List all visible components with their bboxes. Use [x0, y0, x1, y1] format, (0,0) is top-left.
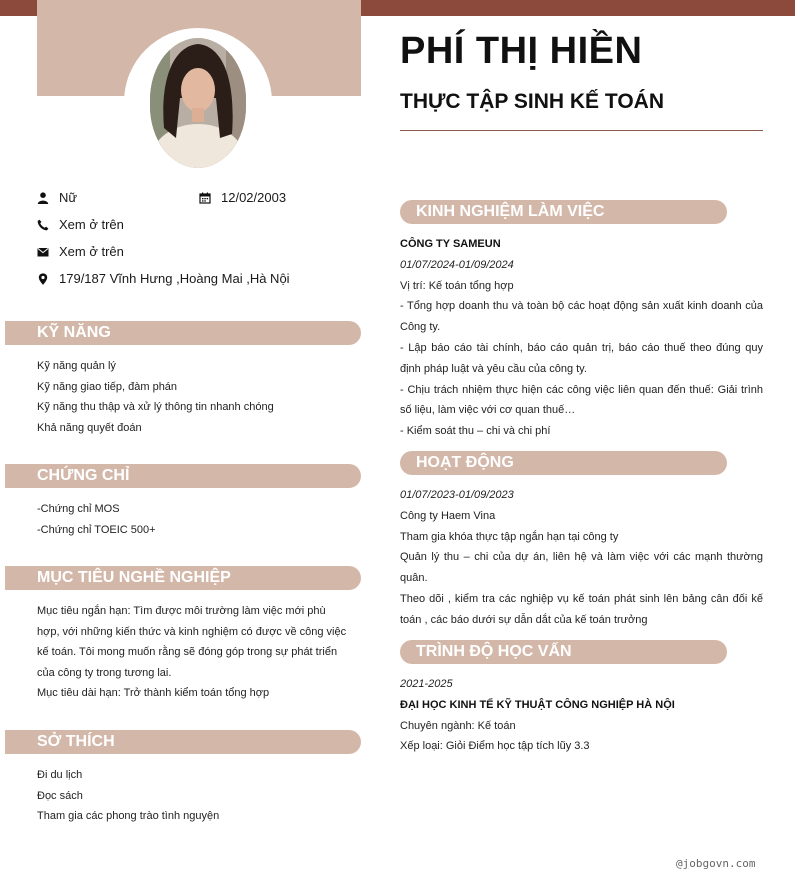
- position: Vị trí: Kế toán tổng hợp: [400, 279, 514, 292]
- skill-item: Khả năng quyết đoán: [37, 421, 142, 434]
- certificates-list: [37, 499, 351, 540]
- major: Chuyên ngành: Kế toán: [400, 719, 516, 732]
- experience-heading: KINH NGHIỆM LÀM VIỆC: [400, 200, 727, 224]
- activity-line: Theo dõi , kiểm tra các nghiệp vụ kế toán phát sinh lên bảng cân đối kế toán , các báo dưới sự dẫn dắt của kế toán trưởng: [400, 592, 763, 626]
- candidate-name: PHÍ THỊ HIỀN: [400, 30, 643, 72]
- email-row: [37, 244, 124, 259]
- location-icon: [37, 273, 49, 285]
- company-name: CÔNG TY SAMEUN: [400, 238, 501, 250]
- long-term-objective: Mục tiêu dài hạn: Trở thành kiểm toán tổng hợp: [37, 687, 270, 700]
- email-icon: [37, 246, 49, 258]
- address-value: 179/187 Vĩnh Hưng ,Hoàng Mai ,Hà Nội: [59, 271, 290, 286]
- skill-item: Kỹ năng thu thập và xử lý thông tin nhanh chóng: [37, 401, 274, 414]
- skills-list: [37, 356, 351, 438]
- activity-line: Tham gia khóa thực tập ngắn hạn tại công ty: [400, 530, 619, 543]
- duty-item: - Tổng hợp doanh thu và toàn bộ các hoạt động sản xuất kinh doanh của Công ty.: [400, 300, 763, 334]
- birthdate-row: [199, 190, 286, 205]
- phone-row: [37, 217, 124, 232]
- duty-item: - Chịu trách nhiệm thực hiện các công việc liên quan đến thuế: Giải trình số liệu, làm việc với cơ quan thuế…: [400, 383, 763, 417]
- experience-period: 01/07/2024-01/09/2024: [400, 258, 514, 271]
- skill-item: Kỹ năng quản lý: [37, 360, 116, 372]
- certificates-heading: CHỨNG CHỈ: [5, 464, 361, 488]
- objective-heading: MỤC TIÊU NGHỀ NGHIỆP: [5, 566, 361, 590]
- title-divider: [400, 130, 763, 131]
- hobby-item: Tham gia các phong trào tình nguyện: [37, 810, 220, 823]
- birthdate-value: 12/02/2003: [221, 190, 287, 205]
- objective-text: [37, 601, 351, 704]
- education-heading: TRÌNH ĐỘ HỌC VẤN: [400, 640, 727, 664]
- hobby-item: Đọc sách: [37, 789, 83, 802]
- job-title: THỰC TẬP SINH KẾ TOÁN: [400, 90, 664, 113]
- education-entry: [400, 674, 763, 757]
- activities-heading: HOẠT ĐỘNG: [400, 451, 727, 475]
- certificate-item: -Chứng chỉ TOEIC 500+: [37, 523, 156, 536]
- experience-entry: [400, 234, 763, 442]
- hobbies-heading: SỞ THÍCH: [5, 730, 361, 754]
- activity-line: Quản lý thu – chi của dự án, liên hệ và làm việc với các mạnh thường quân.: [400, 551, 763, 585]
- education-period: 2021-2025: [400, 678, 453, 690]
- duty-item: - Lập báo cáo tài chính, báo cáo quản trị, báo cáo thuế theo đúng quy định pháp luật và yêu cầu của công ty.: [400, 341, 763, 375]
- phone-icon: [37, 219, 49, 231]
- activity-organization: Công ty Haem Vina: [400, 509, 496, 522]
- grade: Xếp loại: Giỏi Điểm học tập tích lũy 3.3: [400, 740, 590, 753]
- gender-value: Nữ: [59, 190, 78, 205]
- duty-item: - Kiểm soát thu – chi và chi phí: [400, 425, 551, 438]
- skill-item: Kỹ năng giao tiếp, đàm phán: [37, 380, 178, 393]
- activities-entry: [400, 485, 763, 631]
- calendar-icon: [199, 192, 211, 204]
- profile-photo: [150, 38, 246, 168]
- user-icon: [37, 192, 49, 204]
- certificate-item: -Chứng chỉ MOS: [37, 503, 120, 515]
- phone-value: Xem ở trên: [59, 217, 124, 232]
- short-term-objective: Mục tiêu ngắn hạn: Tìm được môi trường làm việc mới phù hợp, với những kiến thức và kinh nghiệm có được về công việc kế toán. Tôi mong muốn rằng sẽ đóng góp trong sự phát triển của công ty trong tương lai.: [37, 605, 347, 679]
- hobby-item: Đi du lịch: [37, 769, 83, 781]
- skills-heading: KỸ NĂNG: [5, 321, 361, 345]
- gender-row: [37, 190, 77, 205]
- email-value: Xem ở trên: [59, 244, 124, 259]
- hobbies-list: [37, 765, 351, 827]
- activity-period: 01/07/2023-01/09/2023: [400, 489, 514, 501]
- watermark: @jobgovn.com: [676, 857, 756, 870]
- address-row: [37, 271, 290, 286]
- school-name: ĐẠI HỌC KINH TẾ KỸ THUẬT CÔNG NGHIỆP HÀ NỘI: [400, 698, 675, 711]
